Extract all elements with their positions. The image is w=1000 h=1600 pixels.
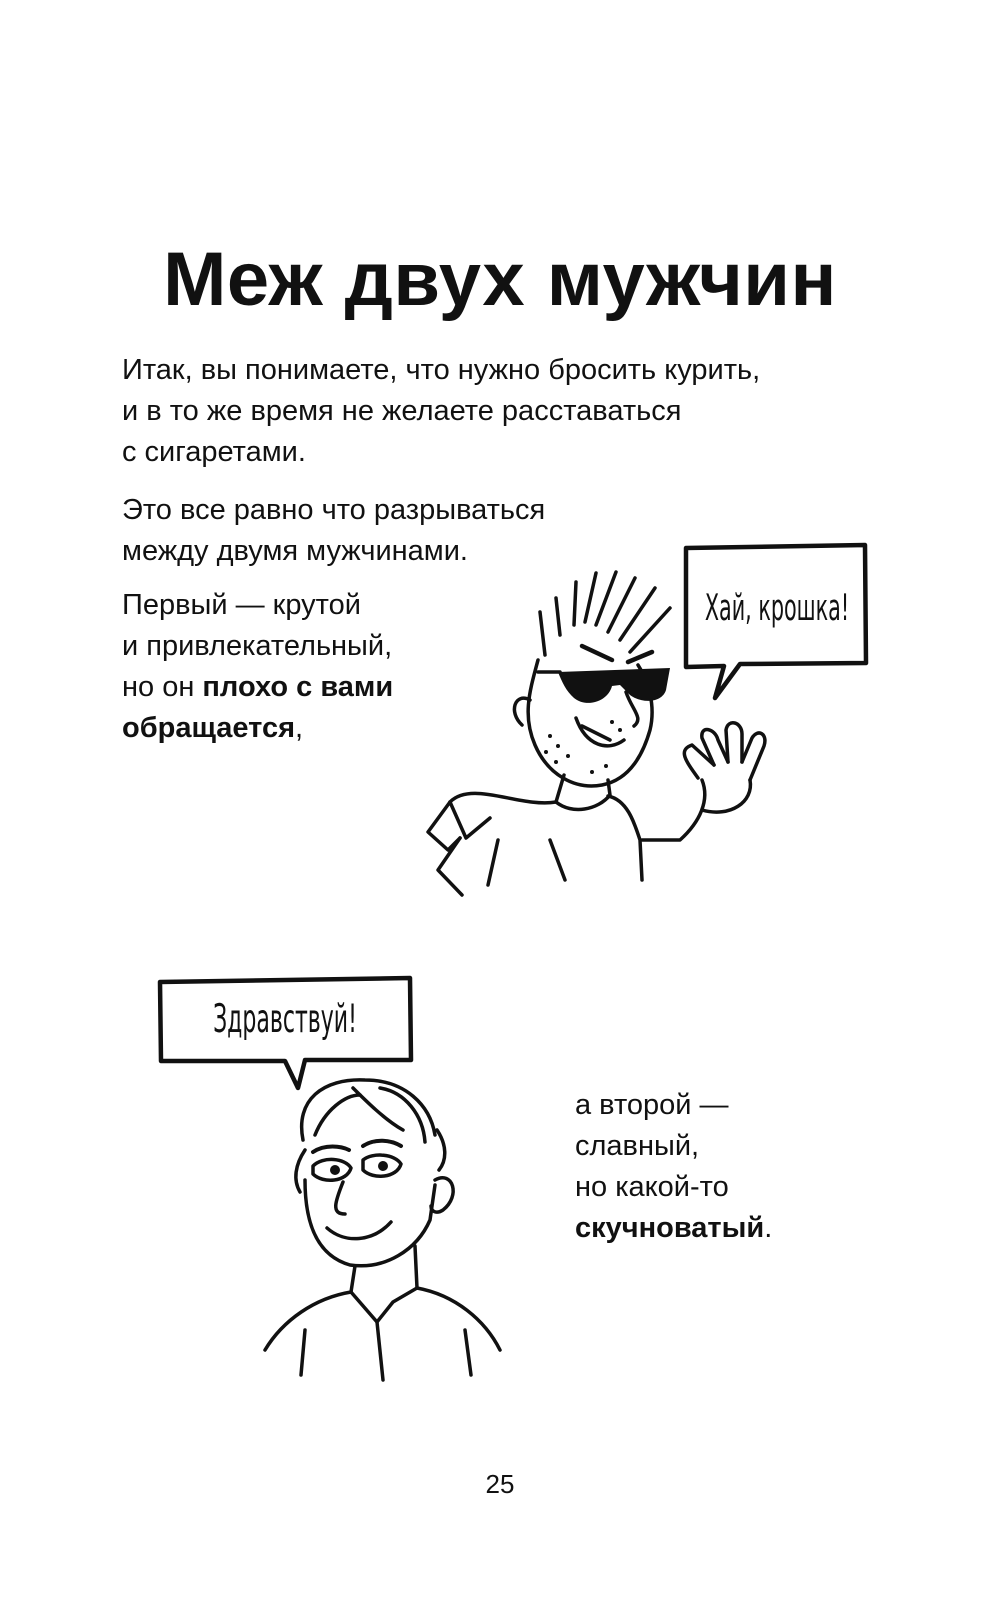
first-man-paragraph — [122, 585, 393, 749]
cool-man-illustration — [380, 540, 880, 920]
text-line: между двумя мужчинами. — [122, 535, 468, 567]
nice-man-illustration — [155, 970, 575, 1390]
text-line: но какой-то — [575, 1171, 729, 1203]
text-line: и привлекательный, — [122, 630, 393, 662]
text-line: Первый — крутой — [122, 589, 361, 621]
text-line: Итак, вы понимаете, что нужно бросить курить, — [122, 354, 761, 386]
waving-hand — [684, 723, 765, 812]
text-line — [122, 708, 393, 749]
text-line: и в то же время не желаете расставаться — [122, 395, 682, 427]
bubble-text-second: Здравствуй! — [213, 996, 357, 1042]
text-bold: скучноватый — [575, 1212, 765, 1244]
intro-paragraph — [122, 350, 760, 473]
text-line — [575, 1208, 772, 1249]
page-number: 25 — [485, 1469, 515, 1499]
spiky-hair — [540, 572, 670, 655]
text-line: а второй — — [575, 1089, 729, 1121]
text-line: Это все равно что разрываться — [122, 494, 546, 526]
text-bold: обращается — [122, 712, 296, 744]
text-bold: плохо с вами — [202, 671, 394, 703]
text-plain: . — [764, 1212, 773, 1244]
page-title: Меж двух мужчин — [163, 237, 837, 322]
text-plain: но он — [122, 671, 203, 703]
second-man-paragraph — [575, 1085, 772, 1249]
speech-bubble-second — [160, 978, 411, 1088]
text-line: с сигаретами. — [122, 436, 306, 468]
bubble-text-first: Хай, крошка! — [704, 587, 850, 630]
sunglasses — [538, 668, 670, 703]
text-line — [122, 667, 393, 708]
text-line: славный, — [575, 1130, 700, 1162]
speech-bubble-first — [686, 545, 866, 698]
eyes — [313, 1141, 401, 1181]
text-plain: , — [295, 712, 304, 744]
